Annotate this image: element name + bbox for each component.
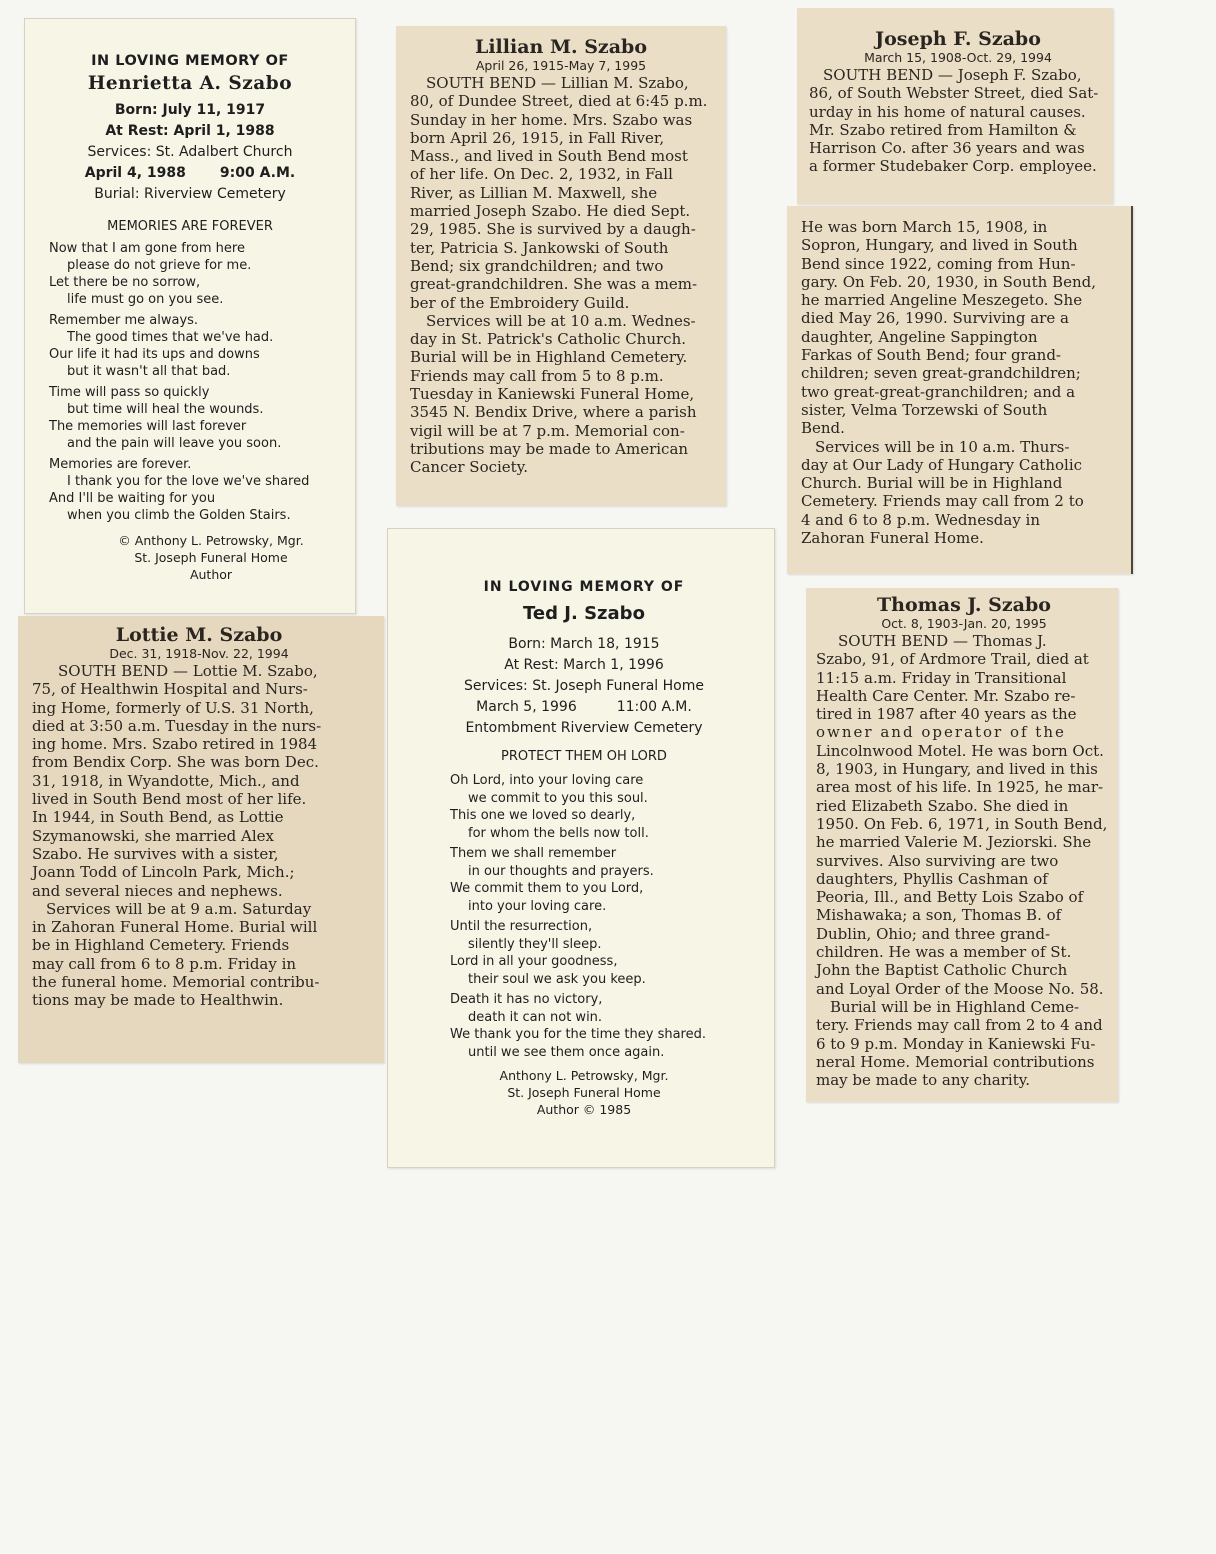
obituary-line: ing Home, formerly of U.S. 31 North, [32, 698, 314, 717]
poem-line: The good times that we've had. [67, 330, 274, 345]
obituary-line: born April 26, 1915, in Fall River, [410, 128, 665, 147]
memorial-card-ted [387, 528, 775, 1168]
obituary-line: Cancer Society. [410, 458, 528, 477]
poem-line: We commit them to you Lord, [450, 881, 644, 896]
card-born: Born: July 11, 1917 [114, 102, 266, 118]
poem-line: Death it has no victory, [450, 992, 603, 1007]
obituary-line: urday in his home of natural causes. [809, 102, 1086, 121]
obituary-line: 31, 1918, in Wyandotte, Mich., and [32, 771, 300, 790]
obituary-body [816, 632, 1112, 1089]
obituary-line: SOUTH BEND — Lottie M. Szabo, [58, 662, 318, 680]
obituary-line: died at 3:50 a.m. Tuesday in the nurs- [32, 716, 322, 735]
poem-title: MEMORIES ARE FOREVER [107, 219, 273, 234]
obituary-line: daughter, Angeline Sappington [801, 327, 1038, 346]
obituary-line: Services will be in 10 a.m. Thurs- [815, 437, 1070, 456]
obituary-line: ter, Patricia S. Jankowski of South [410, 238, 669, 257]
obituary-line: and several nieces and nephews. [32, 881, 283, 900]
obituary-line: Lincolnwood Motel. He was born Oct. [816, 741, 1104, 760]
poem-line: and the pain will leave you soon. [67, 436, 282, 451]
obituary-line: SOUTH BEND — Joseph F. Szabo, [823, 66, 1082, 84]
poem-line: Until the resurrection, [450, 919, 593, 934]
obituary-line: in Zahoran Funeral Home. Burial will [32, 918, 318, 937]
obituary-line: 6 to 9 p.m. Monday in Kaniewski Fu- [816, 1034, 1096, 1053]
obituary-line: ing home. Mrs. Szabo retired in 1984 [32, 735, 318, 754]
memorial-card-henrietta [24, 18, 356, 614]
obituary-line: Peoria, Ill., and Betty Lois Szabo of [816, 888, 1084, 907]
author-line: Anthony L. Petrowsky, Mgr. [499, 1068, 669, 1083]
obituary-line: he married Angeline Meszegeto. She [801, 291, 1083, 310]
poem-line: Oh Lord, into your loving care [450, 773, 644, 788]
card-name: Ted J. Szabo [523, 603, 645, 624]
obituary-line: 3545 N. Bendix Drive, where a parish [410, 403, 697, 422]
obituary-line: daughters, Phyllis Cashman of [816, 869, 1048, 888]
obituary-line: River, as Lillian M. Maxwell, she [410, 183, 658, 202]
obituary-line: SOUTH BEND — Lillian M. Szabo, [426, 74, 689, 92]
card-at-rest: At Rest: April 1, 1988 [105, 123, 275, 139]
obituary-line: Farkas of South Bend; four grand- [801, 346, 1061, 365]
obituary-name: Lillian M. Szabo [474, 36, 647, 58]
obituary-body [809, 66, 1107, 176]
obituary-joseph-continued [787, 206, 1133, 574]
obituary-line: day at Our Lady of Hungary Catholic [801, 455, 1083, 474]
obituary-name: Lottie M. Szabo [115, 624, 283, 646]
obituary-line: 80, of Dundee Street, died at 6:45 p.m. [410, 92, 708, 111]
obituary-line: tributions may be made to American [410, 439, 689, 458]
obituary-line: 75, of Healthwin Hospital and Nurs- [32, 680, 308, 699]
obituary-line: great-grandchildren. She was a mem- [410, 275, 698, 294]
obituary-line: Burial will be in Highland Cemetery. [410, 348, 688, 367]
obituary-line: In 1944, in South Bend, as Lottie [32, 808, 284, 827]
obituary-line: area most of his life. In 1925, he mar- [816, 778, 1104, 797]
obituary-line: 11:15 a.m. Friday in Transitional [816, 668, 1067, 687]
poem-line: life must go on you see. [67, 292, 224, 307]
author-line: St. Joseph Funeral Home [507, 1085, 661, 1100]
poem-line: their soul we ask you keep. [468, 971, 646, 987]
poem-line: And I'll be waiting for you [49, 491, 216, 506]
obituary-thomas [806, 588, 1118, 1102]
poem-line: we commit to you this soul. [468, 790, 648, 806]
card-born: Born: March 18, 1915 [508, 636, 660, 652]
obituary-line: vigil will be at 7 p.m. Memorial con- [410, 421, 685, 440]
obituary-line: Zahoran Funeral Home. [801, 529, 984, 548]
obituary-line: Szymanowski, she married Alex [32, 826, 274, 845]
obituary-line: Harrison Co. after 36 years and was [809, 139, 1085, 158]
poem-line: please do not grieve for me. [67, 258, 252, 273]
obituary-dates: Dec. 31, 1918-Nov. 22, 1994 [109, 646, 289, 661]
obituary-line: 4 and 6 to 8 p.m. Wednesday in [801, 510, 1041, 529]
card-burial: Entombment Riverview Cemetery [465, 720, 703, 736]
poem-line: death it can not win. [468, 1009, 603, 1025]
obituary-dates: April 26, 1915-May 7, 1995 [475, 58, 647, 73]
author-line: St. Joseph Funeral Home [134, 550, 288, 565]
card-heading: IN LOVING MEMORY OF [91, 53, 289, 69]
obituary-line: 29, 1985. She is survived by a daugh- [410, 220, 696, 239]
obituary-line: SOUTH BEND — Thomas J. [838, 632, 1047, 650]
card-service-datetime [49, 163, 331, 184]
obituary-line: 8, 1903, in Hungary, and lived in this [816, 760, 1098, 779]
obituary-line: Mishawaka; a son, Thomas B. of [816, 906, 1062, 925]
obituary-line: 1950. On Feb. 6, 1971, in South Bend, [816, 814, 1108, 833]
obituary-line: Cemetery. Friends may call from 2 to [801, 492, 1084, 511]
obituary-line: lived in South Bend most of her life. [32, 790, 307, 809]
poem-line: for whom the bells now toll. [468, 825, 649, 841]
obituary-name: Thomas J. Szabo [877, 594, 1051, 616]
poem-line: when you climb the Golden Stairs. [67, 508, 291, 523]
card-services: Services: St. Joseph Funeral Home [464, 678, 704, 694]
author-line: Author © 1985 [536, 1102, 632, 1117]
obituary-lillian [396, 26, 726, 506]
obituary-line: Mass., and lived in South Bend most [410, 147, 688, 166]
card-at-rest: At Rest: March 1, 1996 [504, 657, 664, 673]
poem-line: I thank you for the love we've shared [67, 474, 310, 489]
obituary-line: owner and operator of the [816, 723, 1066, 742]
poem-line: We thank you for the time they shared. [450, 1027, 707, 1042]
obituary-line: Dublin, Ohio; and three grand- [816, 924, 1051, 943]
card-service-time: 11:00 A.M. [616, 699, 692, 715]
poem-line: silently they'll sleep. [468, 936, 602, 952]
card-services: Services: St. Adalbert Church [87, 144, 293, 160]
poem-line: Our life it had its ups and downs [49, 347, 260, 362]
poem-line: Time will pass so quickly [49, 385, 210, 400]
obituary-line: Services will be at 9 a.m. Saturday [46, 899, 312, 918]
obituary-line: Bend since 1922, coming from Hun- [801, 254, 1076, 273]
obituary-joseph [797, 8, 1113, 204]
obituary-line: he married Valerie M. Jeziorski. She [816, 833, 1092, 852]
poem-line: Memories are forever. [49, 457, 192, 472]
author-line: Author [189, 567, 233, 582]
poem-line: Lord in all your goodness, [450, 954, 618, 969]
obituary-line: ber of the Embroidery Guild. [410, 293, 630, 312]
obituary-line: married Joseph Szabo. He died Sept. [410, 202, 691, 221]
poem-line: Let there be no sorrow, [49, 275, 201, 290]
obituary-line: day in St. Patrick's Catholic Church. [410, 330, 686, 349]
obituary-line: He was born March 15, 1908, in [801, 218, 1048, 236]
obituary-line: neral Home. Memorial contributions [816, 1052, 1095, 1071]
poem-line: Now that I am gone from here [49, 241, 245, 256]
obituary-line: be in Highland Cemetery. Friends [32, 936, 290, 955]
obituary-name: Joseph F. Szabo [875, 28, 1041, 50]
card-heading: IN LOVING MEMORY OF [483, 579, 685, 595]
obituary-line: Health Care Center. Mr. Szabo re- [816, 686, 1076, 705]
obituary-line: 86, of South Webster Street, died Sat- [809, 84, 1099, 103]
card-name: Henrietta A. Szabo [87, 73, 293, 94]
obituary-line: two great-great-granchildren; and a [801, 382, 1076, 401]
obituary-body [32, 662, 366, 1010]
obituary-line: of her life. On Dec. 2, 1932, in Fall [410, 165, 673, 184]
poem [49, 240, 343, 524]
obituary-line: Bend; six grandchildren; and two [410, 256, 664, 275]
obituary-line: Services will be at 10 a.m. Wednes- [426, 311, 696, 330]
obituary-line: Szabo. He survives with a sister, [32, 844, 279, 863]
obituary-line: Joann Todd of Lincoln Park, Mich.; [32, 863, 295, 882]
obituary-line: and Loyal Order of the Moose No. 58. [816, 979, 1104, 998]
card-service-time: 9:00 A.M. [219, 165, 296, 181]
obituary-line: Bend. [801, 419, 845, 438]
obituary-line: Sopron, Hungary, and lived in South [801, 236, 1078, 255]
obituary-line: gary. On Feb. 20, 1930, in South Bend, [801, 272, 1096, 291]
poem [408, 772, 760, 1061]
card-service-date: April 4, 1988 [84, 165, 186, 181]
obituary-line: may call from 6 to 8 p.m. Friday in [32, 954, 297, 973]
obituary-line: died May 26, 1990. Surviving are a [801, 309, 1069, 328]
obituary-line: Church. Burial will be in Highland [801, 474, 1063, 493]
obituary-body [801, 218, 1113, 547]
poem-line: Remember me always. [49, 313, 199, 328]
obituary-line: tired in 1987 after 40 years as the [816, 705, 1077, 724]
poem-line: This one we loved so dearly, [450, 808, 636, 823]
obituary-line: Mr. Szabo retired from Hamilton & [809, 120, 1077, 139]
card-service-date: March 5, 1996 [476, 699, 577, 715]
author-line: © Anthony L. Petrowsky, Mgr. [118, 533, 304, 548]
obituary-lottie [18, 616, 384, 1063]
poem-line: into your loving care. [468, 898, 607, 914]
obituary-line: tery. Friends may call from 2 to 4 and [816, 1016, 1103, 1035]
obituary-line: sister, Velma Torzewski of South [801, 400, 1048, 419]
card-author [49, 532, 343, 583]
obituary-line: survives. Also surviving are two [816, 851, 1059, 870]
poem-line: but it wasn't all that bad. [67, 364, 231, 379]
poem-line: in our thoughts and prayers. [468, 863, 654, 879]
obituary-line: Szabo, 91, of Ardmore Trail, died at [816, 650, 1089, 669]
obituary-line: Tuesday in Kaniewski Funeral Home, [410, 385, 695, 404]
obituary-line: children; seven great-grandchildren; [801, 364, 1081, 383]
obituary-line: John the Baptist Catholic Church [816, 961, 1068, 980]
obituary-line: Friends may call from 5 to 8 p.m. [410, 366, 664, 385]
card-service-datetime [408, 697, 760, 718]
obituary-line: Sunday in her home. Mrs. Szabo was [410, 110, 693, 129]
obituary-line: a former Studebaker Corp. employee. [809, 157, 1097, 176]
obituary-line: from Bendix Corp. She was born Dec. [32, 753, 319, 772]
poem-line: Them we shall remember [450, 846, 617, 861]
card-author [408, 1067, 760, 1118]
card-burial: Burial: Riverview Cemetery [94, 186, 286, 202]
poem-title: PROTECT THEM OH LORD [501, 749, 667, 764]
obituary-body [410, 74, 712, 477]
obituary-line: may be made to any charity. [816, 1071, 1030, 1090]
obituary-line: Burial will be in Highland Ceme- [830, 997, 1080, 1016]
poem-line: but time will heal the wounds. [67, 402, 264, 417]
obituary-line: ried Elizabeth Szabo. She died in [816, 796, 1069, 815]
poem-line: The memories will last forever [49, 419, 247, 434]
obituary-line: tions may be made to Healthwin. [32, 991, 284, 1010]
obituary-dates: March 15, 1908-Oct. 29, 1994 [864, 50, 1052, 65]
obituary-dates: Oct. 8, 1903-Jan. 20, 1995 [881, 616, 1047, 631]
obituary-line: the funeral home. Memorial contribu- [32, 973, 320, 992]
obituary-line: children. He was a member of St. [816, 943, 1072, 962]
poem-line: until we see them once again. [468, 1044, 665, 1060]
